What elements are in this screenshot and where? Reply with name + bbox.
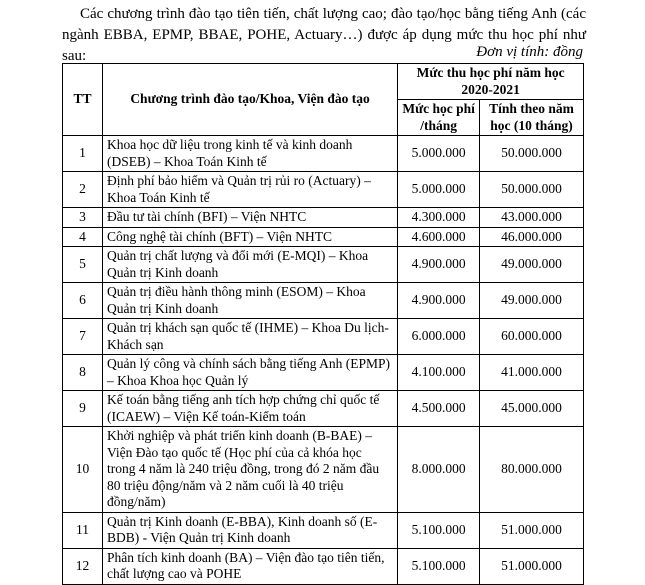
row-number: 5 (63, 247, 103, 283)
fee-per-month: 5.000.000 (398, 136, 480, 172)
header-per-year: Tính theo năm học (10 tháng) (480, 100, 584, 136)
program-name: Quản lý công và chính sách bằng tiếng Anh (EPMP) – Khoa Khoa học Quản lý (102, 355, 397, 391)
program-name: Kế toán bằng tiếng anh tích hợp chứng chỉ quốc tế (ICAEW) – Viện Kế toán-Kiểm toán (102, 391, 397, 427)
fee-per-year: 50.000.000 (480, 172, 584, 208)
fee-per-year: 51.000.000 (480, 512, 584, 548)
program-name: Định phí bảo hiểm và Quản trị rủi ro (Actuary) – Khoa Toán Kinh tế (102, 172, 397, 208)
row-number: 4 (63, 227, 103, 247)
row-number: 3 (63, 208, 103, 228)
intro-paragraph: Các chương trình đào tạo tiên tiến, chất lượng cao; đào tạo/học bằng tiếng Anh (các ngành EBBA, EPMP, BBAE, POHE, Actuary…) được áp dụng mức thu học phí như sau: (62, 6, 586, 64)
program-name: Đầu tư tài chính (BFI) – Viện NHTC (102, 208, 397, 228)
table-row (63, 512, 584, 548)
table-row (63, 247, 584, 283)
table-row (63, 136, 584, 172)
fee-per-year: 80.000.000 (480, 427, 584, 513)
header-program: Chương trình đào tạo/Khoa, Viện đào tạo (102, 64, 397, 136)
table-row (63, 172, 584, 208)
fee-per-month: 4.900.000 (398, 247, 480, 283)
fee-per-month: 8.000.000 (398, 427, 480, 513)
table-row (63, 391, 584, 427)
fee-per-year: 60.000.000 (480, 319, 584, 355)
fee-per-month: 4.300.000 (398, 208, 480, 228)
fee-per-year: 46.000.000 (480, 227, 584, 247)
row-number: 9 (63, 391, 103, 427)
row-number: 11 (63, 512, 103, 548)
fee-per-year: 41.000.000 (480, 355, 584, 391)
table-row (63, 227, 584, 247)
header-per-month: Mức học phí /tháng (398, 100, 480, 136)
fee-per-month: 4.600.000 (398, 227, 480, 247)
header-fee-group: Mức thu học phí năm học 2020-2021 (398, 64, 584, 100)
program-name: Phân tích kinh doanh (BA) – Viện đào tạo tiên tiến, chất lượng cao và POHE (102, 548, 397, 584)
program-name: Khởi nghiệp và phát triển kinh doanh (B-BAE) – Viện Đào tạo quốc tế (Học phí của cả khóa học trong 4 năm là 240 triệu đồng, trong đó 2 năm đầu 80 triệu động/năm và 2 năm cuối là 40 triệu đồng/năm) (102, 427, 397, 513)
table-row (63, 208, 584, 228)
program-name: Quản trị Kinh doanh (E-BBA), Kinh doanh số (E-BDB) - Viện Quản trị Kinh doanh (102, 512, 397, 548)
fee-per-month: 4.900.000 (398, 283, 480, 319)
row-number: 8 (63, 355, 103, 391)
table-row (63, 355, 584, 391)
fee-per-month: 4.100.000 (398, 355, 480, 391)
program-name: Quản trị chất lượng và đổi mới (E-MQI) – Khoa Quản trị Kinh doanh (102, 247, 397, 283)
table-row (63, 427, 584, 513)
tuition-fee-table (62, 63, 584, 585)
row-number: 1 (63, 136, 103, 172)
fee-per-month: 4.500.000 (398, 391, 480, 427)
fee-per-month: 6.000.000 (398, 319, 480, 355)
program-name: Quản trị điều hành thông minh (ESOM) – Khoa Quản trị Kinh doanh (102, 283, 397, 319)
fee-per-month: 5.100.000 (398, 548, 480, 584)
program-name: Công nghệ tài chính (BFT) – Viện NHTC (102, 227, 397, 247)
fee-per-year: 49.000.000 (480, 283, 584, 319)
row-number: 10 (63, 427, 103, 513)
fee-per-year: 43.000.000 (480, 208, 584, 228)
fee-per-year: 51.000.000 (480, 548, 584, 584)
program-name: Khoa học dữ liệu trong kinh tế và kinh doanh (DSEB) – Khoa Toán Kinh tế (102, 136, 397, 172)
row-number: 12 (63, 548, 103, 584)
fee-per-year: 49.000.000 (480, 247, 584, 283)
fee-per-month: 5.100.000 (398, 512, 480, 548)
table-row (63, 319, 584, 355)
fee-per-year: 45.000.000 (480, 391, 584, 427)
table-row (63, 548, 584, 584)
header-tt: TT (63, 64, 103, 136)
row-number: 6 (63, 283, 103, 319)
unit-note: Đơn vị tính: đồng (476, 44, 583, 60)
table-row (63, 283, 584, 319)
fee-per-month: 5.000.000 (398, 172, 480, 208)
fee-per-year: 50.000.000 (480, 136, 584, 172)
program-name: Quản trị khách sạn quốc tế (IHME) – Khoa Du lịch-Khách sạn (102, 319, 397, 355)
row-number: 2 (63, 172, 103, 208)
row-number: 7 (63, 319, 103, 355)
